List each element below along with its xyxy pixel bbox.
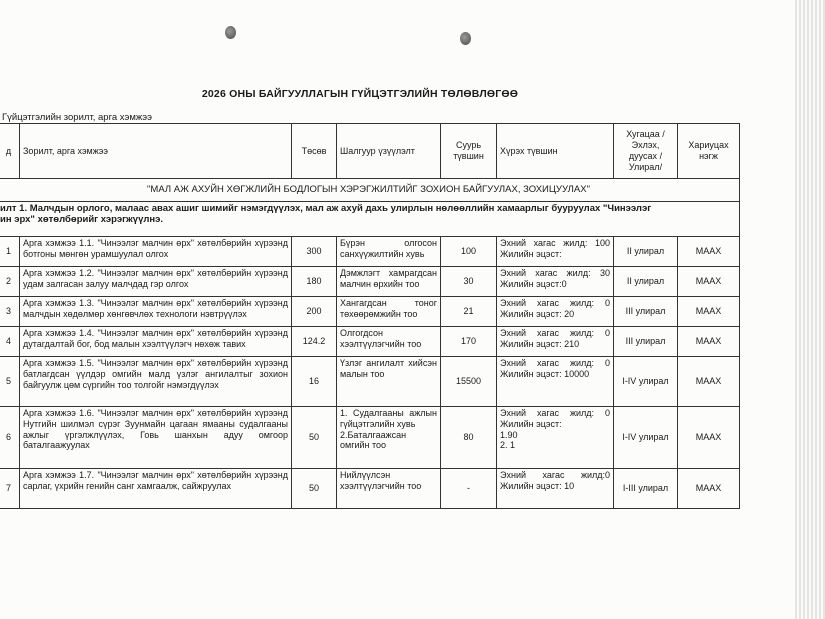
row-target: Эхний хагас жилд: 100 Жилийн эцэст: — [497, 237, 614, 267]
row-target: Эхний хагас жилд: 30 Жилийн эцэст:0 — [497, 267, 614, 297]
header-num: д — [0, 124, 20, 179]
table-row — [0, 297, 740, 327]
table-row — [0, 407, 740, 469]
row-task: Арга хэмжээ 1.7. "Чинээлэг малчин өрх" хөтөлбөрийн хүрээнд сарлаг, үхрийн генийн санг хамгаалж, сайжруулах — [20, 469, 292, 509]
header-task: Зорилт, арга хэмжээ — [20, 124, 292, 179]
row-target: Эхний хагас жилд:0 Жилийн эцэст: 10 — [497, 469, 614, 509]
row-budget: 50 — [292, 407, 337, 469]
row-num: 2 — [0, 267, 20, 297]
header-timing: Хугацаа /Эхлэх, дуусах /Улирал/ — [614, 124, 678, 179]
row-indicator: Олгогдсон хээлтүүлэгчийн тоо — [337, 327, 441, 357]
header-indicator: Шалгуур үзүүлэлт — [337, 124, 441, 179]
goal-row — [0, 202, 740, 237]
row-budget: 180 — [292, 267, 337, 297]
row-responsible: МААХ — [678, 469, 740, 509]
row-baseline: 80 — [441, 407, 497, 469]
row-indicator: Дэмжлэгт хамрагдсан малчин өрхийн тоо — [337, 267, 441, 297]
header-budget: Төсөв — [292, 124, 337, 179]
row-task: Арга хэмжээ 1.1. "Чинээлэг малчин өрх" хөтөлбөрийн хүрээнд ботгоны мөнгөн урамшуулал олгох — [20, 237, 292, 267]
table-row — [0, 469, 740, 509]
row-task: Арга хэмжээ 1.5. "Чинээлэг малчин өрх" хөтөлбөрийн хүрээнд батлагдсан үүлдэр омгийн малд үзлэг ангилалтыг зохион байгуулж цөм сүргийн тоо толгойг нэмэгдүүлэх — [20, 357, 292, 407]
row-target: Эхний хагас жилд: 0 Жилийн эцэст: 210 — [497, 327, 614, 357]
row-num: 1 — [0, 237, 20, 267]
row-indicator: Үзлэг ангилалт хийсэн малын тоо — [337, 357, 441, 407]
row-task: Арга хэмжээ 1.6. "Чинээлэг малчин өрх" хөтөлбөрийн хүрээнд Нутгийн шилмэл сүрэг Зуунмайн цагаан ямааны судалгааны ажлыг үргэлжлүүлэх, Говь шанхын адуу омгоор баталгаажуулах — [20, 407, 292, 469]
row-budget: 16 — [292, 357, 337, 407]
row-budget: 200 — [292, 297, 337, 327]
row-target: Эхний хагас жилд: 0 Жилийн эцэст: 10000 — [497, 357, 614, 407]
goal-title: илт 1. Малчдын орлогo, малаас авах ашиг шимийг нэмэгдүүлэх, мал аж ахуй дахь улирлын нөлөөллийн хамаарлыг бууруулах "Чинээлэг ин эрх" хөтөлбөрийг хэрэгжүүлнэ. — [0, 202, 740, 237]
row-timing: I-IV улирал — [614, 407, 678, 469]
row-responsible: МААХ — [678, 297, 740, 327]
row-baseline: 100 — [441, 237, 497, 267]
table-row — [0, 357, 740, 407]
row-baseline: 21 — [441, 297, 497, 327]
row-task: Арга хэмжээ 1.4. "Чинээлэг малчин өрх" хөтөлбөрийн хүрээнд дутагдалтай бог, бод малын хээлтүүлэгч нөхөж тавих — [20, 327, 292, 357]
row-num: 7 — [0, 469, 20, 509]
row-num: 3 — [0, 297, 20, 327]
header-responsible: Хариуцах нэгж — [678, 124, 740, 179]
table-row — [0, 267, 740, 297]
row-timing: II улирал — [614, 237, 678, 267]
row-responsible: МААХ — [678, 327, 740, 357]
section-title: "МАЛ АЖ АХУЙН ХӨГЖЛИЙН БОДЛОГЫН ХЭРЭГЖИЛТИЙГ ЗОХИОН БАЙГУУЛАХ, ЗОХИЦУУЛАХ" — [0, 179, 740, 202]
row-task: Арга хэмжээ 1.2. "Чинээлэг малчин өрх" хөтөлбөрийн хүрээнд удам залгасан залуу малчдад гэр олгох — [20, 267, 292, 297]
row-budget: 124.2 — [292, 327, 337, 357]
table-row — [0, 327, 740, 357]
stacked-pages-edge — [795, 0, 825, 619]
header-baseline: Суурь түвшин — [441, 124, 497, 179]
row-responsible: МААХ — [678, 407, 740, 469]
row-target: Эхний хагас жилд: 0 Жилийн эцэст: 20 — [497, 297, 614, 327]
row-target: Эхний хагас жилд: 0 Жилийн эцэст: 1.90 2. 1 — [497, 407, 614, 469]
row-baseline: 30 — [441, 267, 497, 297]
document-title: 2026 ОНЫ БАЙГУУЛЛАГЫН ГҮЙЦЭТГЭЛИЙН ТӨЛӨВЛӨГӨӨ — [201, 88, 519, 100]
row-num: 6 — [0, 407, 20, 469]
row-timing: I-III улирал — [614, 469, 678, 509]
punch-hole-right — [460, 32, 471, 45]
row-responsible: МААХ — [678, 357, 740, 407]
row-num: 5 — [0, 357, 20, 407]
row-timing: III улирал — [614, 327, 678, 357]
document-subtitle: Гүйцэтгэлийн зорилт, арга хэмжээ — [2, 112, 152, 123]
row-indicator: Бүрэн олгосон санхүүжилтийн хувь — [337, 237, 441, 267]
row-budget: 300 — [292, 237, 337, 267]
row-indicator: 1. Судалгааны ажлын гүйцэтгэлийн хувь 2.Баталгаажсан омгийн тоо — [337, 407, 441, 469]
row-num: 4 — [0, 327, 20, 357]
row-responsible: МААХ — [678, 237, 740, 267]
row-timing: III улирал — [614, 297, 678, 327]
plan-table — [0, 123, 740, 509]
row-timing: II улирал — [614, 267, 678, 297]
table-row — [0, 237, 740, 267]
row-indicator: Хангагдсан тоног төхөөрөмжийн тоо — [337, 297, 441, 327]
row-baseline: 170 — [441, 327, 497, 357]
row-baseline: - — [441, 469, 497, 509]
header-target: Хүрэх түвшин — [497, 124, 614, 179]
section-row — [0, 179, 740, 202]
row-task: Арга хэмжээ 1.3. "Чинээлэг малчин өрх" хөтөлбөрийн хүрээнд малчдын хөдөлмөр хөнгөвчлөх технологи нэвтрүүлэх — [20, 297, 292, 327]
row-budget: 50 — [292, 469, 337, 509]
row-responsible: МААХ — [678, 267, 740, 297]
table-header-row — [0, 124, 740, 179]
row-indicator: Нийлүүлсэн хээлтүүлэгчийн тоо — [337, 469, 441, 509]
row-baseline: 15500 — [441, 357, 497, 407]
row-timing: I-IV улирал — [614, 357, 678, 407]
punch-hole-left — [225, 26, 236, 39]
